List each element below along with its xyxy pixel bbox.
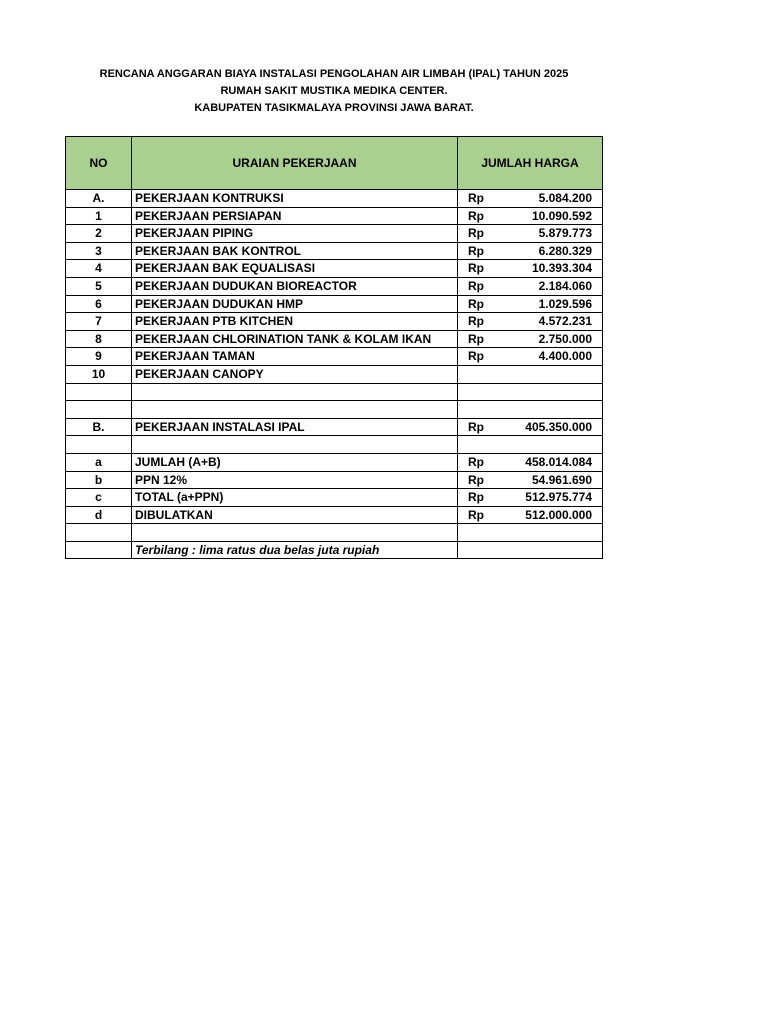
row-price: [458, 471, 603, 489]
table-row: [66, 436, 603, 454]
table-row: [66, 190, 603, 208]
amount-value: 4.572.231: [538, 314, 592, 329]
table-row: [66, 313, 603, 331]
row-price: [458, 225, 603, 243]
row-description: [132, 401, 458, 419]
amount-value: 512.975.774: [525, 490, 592, 505]
row-description: PEKERJAAN CHLORINATION TANK & KOLAM IKAN: [132, 330, 458, 348]
row-description: PEKERJAAN BAK KONTROL: [132, 242, 458, 260]
row-description: PEKERJAAN KONTRUKSI: [132, 190, 458, 208]
currency-label: Rp: [468, 472, 484, 487]
table-row: [66, 260, 603, 278]
table-row: [66, 330, 603, 348]
row-price: [458, 524, 603, 542]
row-price: [458, 418, 603, 436]
table-row: [66, 365, 603, 383]
amount-value: 10.090.592: [531, 208, 592, 223]
row-price: [458, 348, 603, 366]
table-row: [66, 506, 603, 524]
row-description: PEKERJAAN PERSIAPAN: [132, 207, 458, 225]
row-description: [132, 524, 458, 542]
row-number: B.: [66, 418, 132, 436]
table-row: [66, 471, 603, 489]
row-price: [458, 436, 603, 454]
row-number: 6: [66, 295, 132, 313]
row-number: 1: [66, 207, 132, 225]
amount-value: 54.961.690: [531, 472, 592, 487]
row-price: [458, 313, 603, 331]
row-price: [458, 489, 603, 507]
row-description: PEKERJAAN CANOPY: [132, 365, 458, 383]
amount-value: 10.393.304: [531, 261, 592, 276]
row-description: JUMLAH (A+B): [132, 453, 458, 471]
row-price: [458, 330, 603, 348]
currency-label: Rp: [468, 208, 484, 223]
terbilang-note: Terbilang : lima ratus dua belas juta rupiah: [132, 541, 458, 559]
row-description: PEKERJAAN DUDUKAN BIOREACTOR: [132, 277, 458, 295]
currency-label: Rp: [468, 314, 484, 329]
row-description: [132, 436, 458, 454]
amount-value: 2.750.000: [538, 331, 592, 346]
row-description: PEKERJAAN PTB KITCHEN: [132, 313, 458, 331]
currency-label: Rp: [468, 454, 484, 469]
row-description: PEKERJAAN INSTALASI IPAL: [132, 418, 458, 436]
currency-label: Rp: [468, 490, 484, 505]
row-number: 7: [66, 313, 132, 331]
currency-label: Rp: [468, 507, 484, 522]
row-number: d: [66, 506, 132, 524]
table-row: [66, 453, 603, 471]
table-row: [66, 348, 603, 366]
amount-value: 4.400.000: [538, 349, 592, 364]
row-number: 9: [66, 348, 132, 366]
currency-label: Rp: [468, 296, 484, 311]
row-number: 4: [66, 260, 132, 278]
row-price: [458, 277, 603, 295]
note-row: [66, 541, 603, 559]
row-number: A.: [66, 190, 132, 208]
note-no-cell: [66, 541, 132, 559]
amount-value: 5.879.773: [538, 226, 592, 241]
row-number: c: [66, 489, 132, 507]
table-row: [66, 225, 603, 243]
amount-value: 1.029.596: [538, 296, 592, 311]
note-price-cell: [458, 541, 603, 559]
currency-label: Rp: [468, 278, 484, 293]
amount-value: 2.184.060: [538, 278, 592, 293]
table-row: [66, 489, 603, 507]
row-number: [66, 401, 132, 419]
row-description: PEKERJAAN BAK EQUALISASI: [132, 260, 458, 278]
row-description: PEKERJAAN TAMAN: [132, 348, 458, 366]
row-description: PEKERJAAN PIPING: [132, 225, 458, 243]
currency-label: Rp: [468, 243, 484, 258]
row-number: b: [66, 471, 132, 489]
title-line-3: KABUPATEN TASIKMALAYA PROVINSI JAWA BARAT.: [194, 102, 474, 114]
row-description: PEKERJAAN DUDUKAN HMP: [132, 295, 458, 313]
row-price: [458, 506, 603, 524]
table-row: [66, 242, 603, 260]
header-price: JUMLAH HARGA: [458, 137, 603, 190]
row-price: [458, 260, 603, 278]
row-number: [66, 524, 132, 542]
row-price: [458, 365, 603, 383]
row-number: 5: [66, 277, 132, 295]
row-description: PPN 12%: [132, 471, 458, 489]
row-number: a: [66, 453, 132, 471]
row-price: [458, 207, 603, 225]
amount-value: 405.350.000: [525, 419, 592, 434]
row-description: [132, 383, 458, 401]
row-number: [66, 383, 132, 401]
currency-label: Rp: [468, 191, 484, 205]
header-description: URAIAN PEKERJAAN: [132, 137, 458, 190]
table-row: [66, 295, 603, 313]
amount-value: 6.280.329: [538, 243, 592, 258]
table-row: [66, 383, 603, 401]
amount-value: 512.000.000: [525, 507, 592, 522]
table-row: [66, 207, 603, 225]
row-number: 2: [66, 225, 132, 243]
table-row: [66, 524, 603, 542]
currency-label: Rp: [468, 261, 484, 276]
row-price: [458, 295, 603, 313]
row-price: [458, 242, 603, 260]
amount-value: 5.084.200: [538, 191, 592, 205]
amount-value: 458.014.084: [525, 454, 592, 469]
row-price: [458, 190, 603, 208]
title-line-2: RUMAH SAKIT MUSTIKA MEDIKA CENTER.: [220, 85, 448, 97]
row-number: 10: [66, 365, 132, 383]
table-row: [66, 277, 603, 295]
row-price: [458, 401, 603, 419]
currency-label: Rp: [468, 349, 484, 364]
row-number: 8: [66, 330, 132, 348]
budget-table: [65, 136, 603, 559]
currency-label: Rp: [468, 331, 484, 346]
table-header-row: [66, 137, 603, 190]
document-title: [0, 66, 668, 117]
table-row: [66, 418, 603, 436]
row-description: TOTAL (a+PPN): [132, 489, 458, 507]
row-number: 3: [66, 242, 132, 260]
title-line-1: RENCANA ANGGARAN BIAYA INSTALASI PENGOLAHAN AIR LIMBAH (IPAL) TAHUN 2025: [99, 68, 569, 80]
header-no: NO: [66, 137, 132, 190]
currency-label: Rp: [468, 226, 484, 241]
currency-label: Rp: [468, 419, 484, 434]
row-description: DIBULATKAN: [132, 506, 458, 524]
row-price: [458, 453, 603, 471]
row-price: [458, 383, 603, 401]
row-number: [66, 436, 132, 454]
table-row: [66, 401, 603, 419]
